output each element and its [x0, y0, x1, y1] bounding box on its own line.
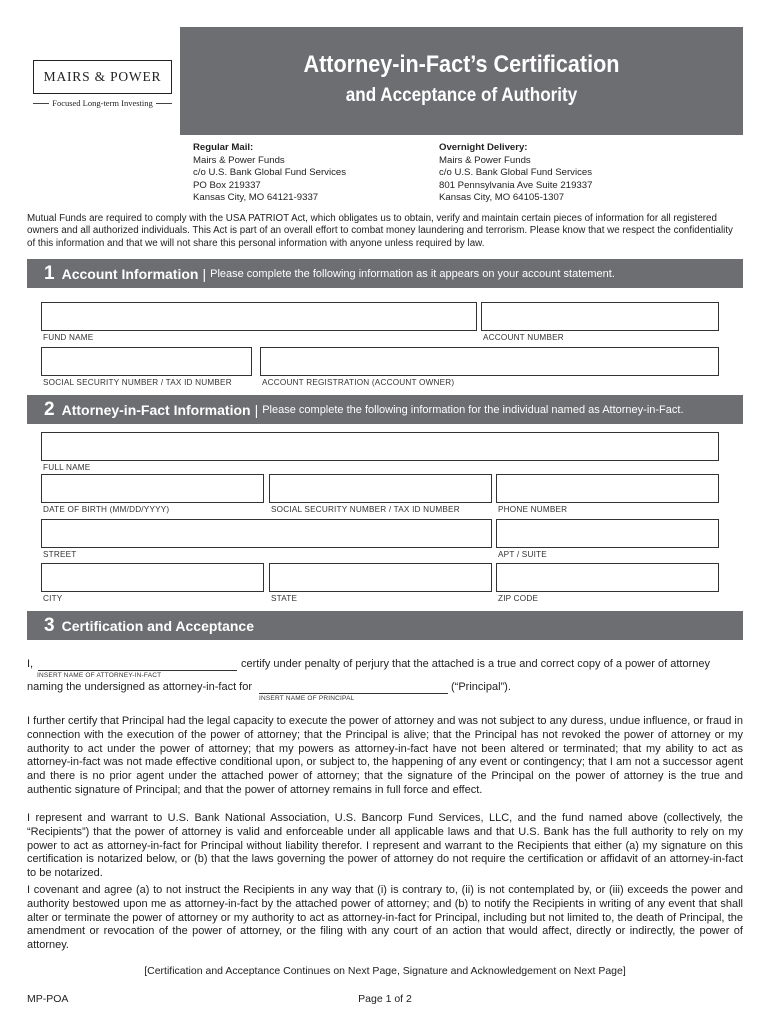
section-number: 3: [44, 614, 55, 636]
city-label: CITY: [43, 594, 63, 603]
ssn-label: SOCIAL SECURITY NUMBER / TAX ID NUMBER: [43, 378, 232, 387]
form-subtitle: and Acceptance of Authority: [345, 85, 578, 106]
aif-ssn-input[interactable]: [269, 474, 492, 503]
tagline-rule-left: [33, 103, 49, 104]
cert-line-1: certify under penalty of perjury that the attached is a true and correct copy of a power of attorney: [241, 658, 710, 670]
address-line: PO Box 219337: [193, 179, 261, 191]
page-number: Page 1 of 2: [358, 993, 412, 1005]
account-registration-input[interactable]: [260, 347, 719, 376]
aif-ssn-label: SOCIAL SECURITY NUMBER / TAX ID NUMBER: [271, 505, 460, 514]
section-separator: |: [254, 401, 259, 418]
regular-mail-heading: Regular Mail:: [193, 142, 254, 153]
ssn-input[interactable]: [41, 347, 252, 376]
tagline-text: Focused Long-term Investing: [52, 98, 153, 108]
account-registration-label: ACCOUNT REGISTRATION (ACCOUNT OWNER): [262, 378, 455, 387]
address-line: Kansas City, MO 64105-1307: [439, 192, 565, 203]
company-logo: MAIRS & POWER: [33, 60, 172, 94]
account-number-label: ACCOUNT NUMBER: [483, 333, 564, 342]
section-1-header: [27, 259, 743, 288]
cert-line-2-prefix: naming the undersigned as attorney-in-fact for: [27, 681, 253, 693]
covenant-paragraph: I covenant and agree (a) to not instruct the Recipients in any way that (i) is contrary to, (ii) is not contemplated by, or (iii) exceeds the power and authority bestowed upon me as attorney-in-fact by the attached power of attorney; and (b) to notify the Recipients in writing of any event that shall alter or terminate the power of attorney or my authority to act as attorney-in-fact for Principal, including but not limited to, the death of Principal, the amendment or revocation of the power of attorney, or the filing with any court of an action that would affect, directly or indirectly, the power of attorney.: [27, 884, 743, 952]
section-2-header: [27, 395, 743, 424]
title-banner: [180, 27, 743, 135]
section-title: Account Information: [61, 265, 199, 282]
fund-name-label: FUND NAME: [43, 333, 94, 342]
cert-line-2-suffix: (“Principal”).: [451, 681, 511, 693]
phone-label: PHONE NUMBER: [498, 505, 568, 514]
address-line: 801 Pennsylvania Ave Suite 219337: [439, 179, 593, 191]
principal-name-line[interactable]: [259, 693, 448, 694]
section-title: Attorney-in-Fact Information: [61, 401, 251, 418]
patriot-act-notice: Mutual Funds are required to comply with the USA PATRIOT Act, which obligates us to obtain, verify and maintain certain pieces of information for all registered owners and all authorized individuals. This Act is part of an overall effort to combat money laundering and terrorism. Please know that we respect the confidentiality of this information and that we will not share this personal information with anyone unless required by law.: [27, 213, 733, 249]
account-number-input[interactable]: [481, 302, 719, 331]
dob-label: DATE OF BIRTH (MM/DD/YYYY): [43, 505, 170, 514]
full-name-label: FULL NAME: [43, 463, 91, 472]
principal-name-label: INSERT NAME OF PRINCIPAL: [259, 695, 355, 702]
overnight-heading: Overnight Delivery:: [439, 142, 528, 153]
apt-input[interactable]: [496, 519, 719, 548]
section-3-header: [27, 611, 743, 640]
form-title: Attorney-in-Fact’s Certification: [303, 51, 620, 78]
certification-paragraph: I further certify that Principal had the legal capacity to execute the power of attorney and was not subject to any duress, undue influence, or fraud in connection with the execution of the power of attorney; that the Principal is alive; that the Principal has not revoked the power of attorney or my authority to act under the power of attorney; that my powers as attorney-in-fact have not been altered or terminated; that my ability to act as attorney-in-fact was not made effective conditional upon, or subject to, the happening of any event or contingency; that I am not a successor agent and there is no prior agent under the attached power of attorney; that the signature of the Principal on the power of attorney is the true and authentic signature of Principal; and that the power of attorney remains in full force and effect.: [27, 715, 743, 796]
form-code: MP-POA: [27, 993, 69, 1005]
logo-tagline: [33, 98, 172, 108]
section-number: 1: [44, 262, 55, 284]
attorney-name-label: INSERT NAME OF ATTORNEY-IN-FACT: [37, 672, 162, 679]
tagline-rule-right: [156, 103, 172, 104]
overnight-address: [439, 142, 592, 205]
apt-label: APT / SUITE: [498, 550, 547, 559]
street-input[interactable]: [41, 519, 492, 548]
phone-input[interactable]: [496, 474, 719, 503]
dob-input[interactable]: [41, 474, 264, 503]
state-input[interactable]: [269, 563, 492, 592]
section-number: 2: [44, 398, 55, 420]
state-label: STATE: [271, 594, 298, 603]
section-description: Please complete the following information as it appears on your account statement.: [210, 267, 615, 280]
address-line: c/o U.S. Bank Global Fund Services: [193, 167, 347, 178]
section-title: Certification and Acceptance: [61, 617, 254, 634]
cert-line-prefix: I,: [27, 658, 34, 670]
fund-name-input[interactable]: [41, 302, 477, 331]
regular-mail-address: [193, 142, 346, 205]
address-line: c/o U.S. Bank Global Fund Services: [439, 167, 593, 178]
attorney-name-line[interactable]: [38, 670, 237, 671]
street-label: STREET: [43, 550, 77, 559]
address-line: Kansas City, MO 64121-9337: [193, 192, 319, 203]
full-name-input[interactable]: [41, 432, 719, 461]
zip-label: ZIP CODE: [498, 594, 539, 603]
city-input[interactable]: [41, 563, 264, 592]
section-separator: |: [202, 265, 207, 282]
continuation-note: [Certification and Acceptance Continues on Next Page, Signature and Acknowledgement on Next Page]: [144, 965, 626, 977]
representation-paragraph: I represent and warrant to U.S. Bank National Association, U.S. Bancorp Fund Services, LLC, and the fund named above (collectively, the “Recipients”) that the power of attorney is valid and enforceable under all applicable laws and that U.S. Bank has the full authority to rely on my power to act as attorney-in-fact for Principal without liability therefor. I represent and warrant to the Recipients that either (a) my signature on this certification is notarized below, or (b) that the laws governing the power of attorney do not require the certification or affidavit of an attorney-in-fact to be notarized.: [27, 812, 743, 880]
zip-input[interactable]: [496, 563, 719, 592]
address-line: Mairs & Power Funds: [439, 154, 531, 166]
address-line: Mairs & Power Funds: [193, 154, 285, 166]
section-description: Please complete the following information for the individual named as Attorney-in-Fact.: [262, 403, 684, 416]
